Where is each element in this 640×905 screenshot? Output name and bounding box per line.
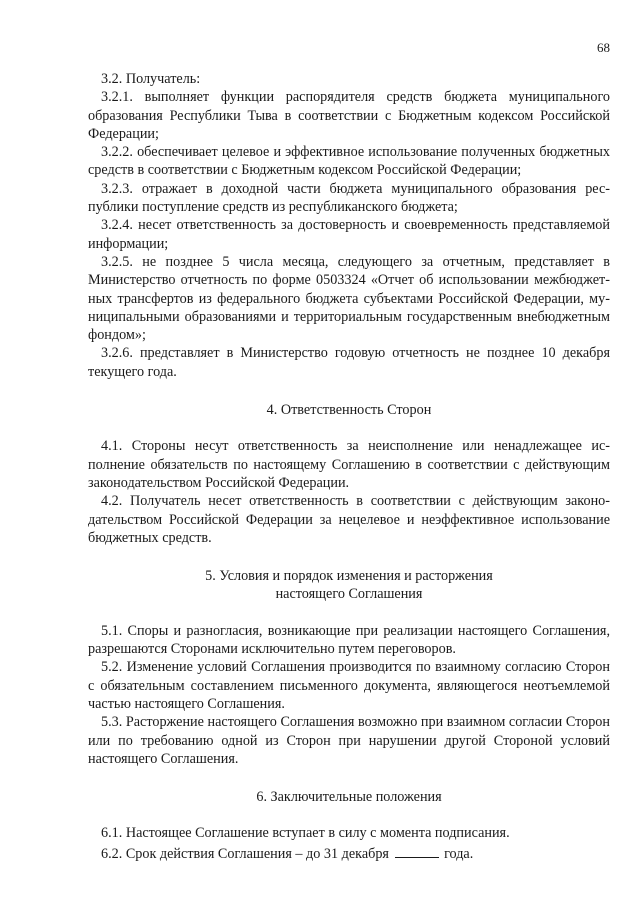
year-blank-line bbox=[395, 843, 439, 858]
clause-3-2-3: 3.2.3. отражает в доходной части бюджета муниципального образования республики поступление средств из республиканского бюджета; bbox=[88, 180, 610, 216]
section-6-final-provisions bbox=[88, 824, 610, 863]
page-number: 68 bbox=[597, 40, 610, 55]
section-4-responsibility bbox=[88, 437, 610, 547]
clause-3-2-5: 3.2.5. не позднее 5 числа месяца, следующего за отчетным, представляет в Министерство отчетность по форме 0503324 «Отчет об использовании межбюджетных трансфертов из федерального бюджета субъектами Российской Федерации, муниципальными образованиями и территориальным государственным внебюджетным фондом»; bbox=[88, 253, 610, 344]
section-5-amendment bbox=[88, 622, 610, 768]
clause-5-2: 5.2. Изменение условий Соглашения производится по взаимному согласию Сторон с обязательным составлением письменного документа, являющегося неотъемлемой частью настоящего Соглашения. bbox=[88, 659, 610, 712]
clause-3-2-4: 3.2.4. несет ответственность за достоверность и своевременность представляемой информации; bbox=[88, 217, 610, 252]
section-3-receiver bbox=[88, 70, 610, 381]
section-5-heading-line-2: настоящего Соглашения bbox=[275, 586, 423, 603]
clause-4-1: 4.1. Стороны несут ответственность за неисполнение или ненадлежащее исполнение обязательств по настоящему Соглашению в соответствии с действующим законодательством Российской Федерации. bbox=[88, 438, 610, 491]
clause-3-2-1: 3.2.1. выполняет функции распорядителя средств бюджета муниципального образования Республики Тыва в соответствии с Бюджетным кодексом Российской Федерации; bbox=[88, 89, 610, 142]
section-6-heading: 6. Заключительные положения bbox=[256, 789, 442, 806]
clause-3-2: 3.2. Получатель: bbox=[101, 71, 201, 87]
clause-6-2-suffix: года. bbox=[444, 845, 474, 862]
clause-5-1: 5.1. Споры и разногласия, возникающие при реализации настоящего Соглашения, разрешаются Сторонами исключительно путем переговоров. bbox=[88, 622, 610, 658]
section-5-heading bbox=[88, 567, 610, 604]
clause-4-2: 4.2. Получатель несет ответственность в соответствии с действующим законодательством Российской Федерации за нецелевое и неэффективное использование бюджетных средств. bbox=[88, 493, 610, 546]
clause-5-3: 5.3. Расторжение настоящего Соглашения возможно при взаимном согласии Сторон или по требованию одной из Сторон при нарушении другой Стороной условий настоящего Соглашения. bbox=[88, 714, 610, 767]
clause-6-2 bbox=[88, 843, 610, 863]
clause-3-2-6: 3.2.6. представляет в Министерство годовую отчетность не позднее 10 декабря текущего года. bbox=[88, 345, 610, 380]
clause-6-1: 6.1. Настоящее Соглашение вступает в силу с момента подписания. bbox=[101, 825, 510, 842]
section-4-heading: 4. Ответственность Сторон bbox=[266, 402, 432, 419]
clause-6-2-text: 6.2. Срок действия Соглашения – до 31 декабря bbox=[101, 845, 389, 862]
clause-3-2-2: 3.2.2. обеспечивает целевое и эффективное использование полученных бюджетных средств в соответствии с Бюджетным кодексом Российской Федерации; bbox=[88, 144, 610, 179]
section-5-heading-line-1: 5. Условия и порядок изменения и расторжения bbox=[205, 568, 493, 585]
document-body bbox=[88, 70, 610, 863]
